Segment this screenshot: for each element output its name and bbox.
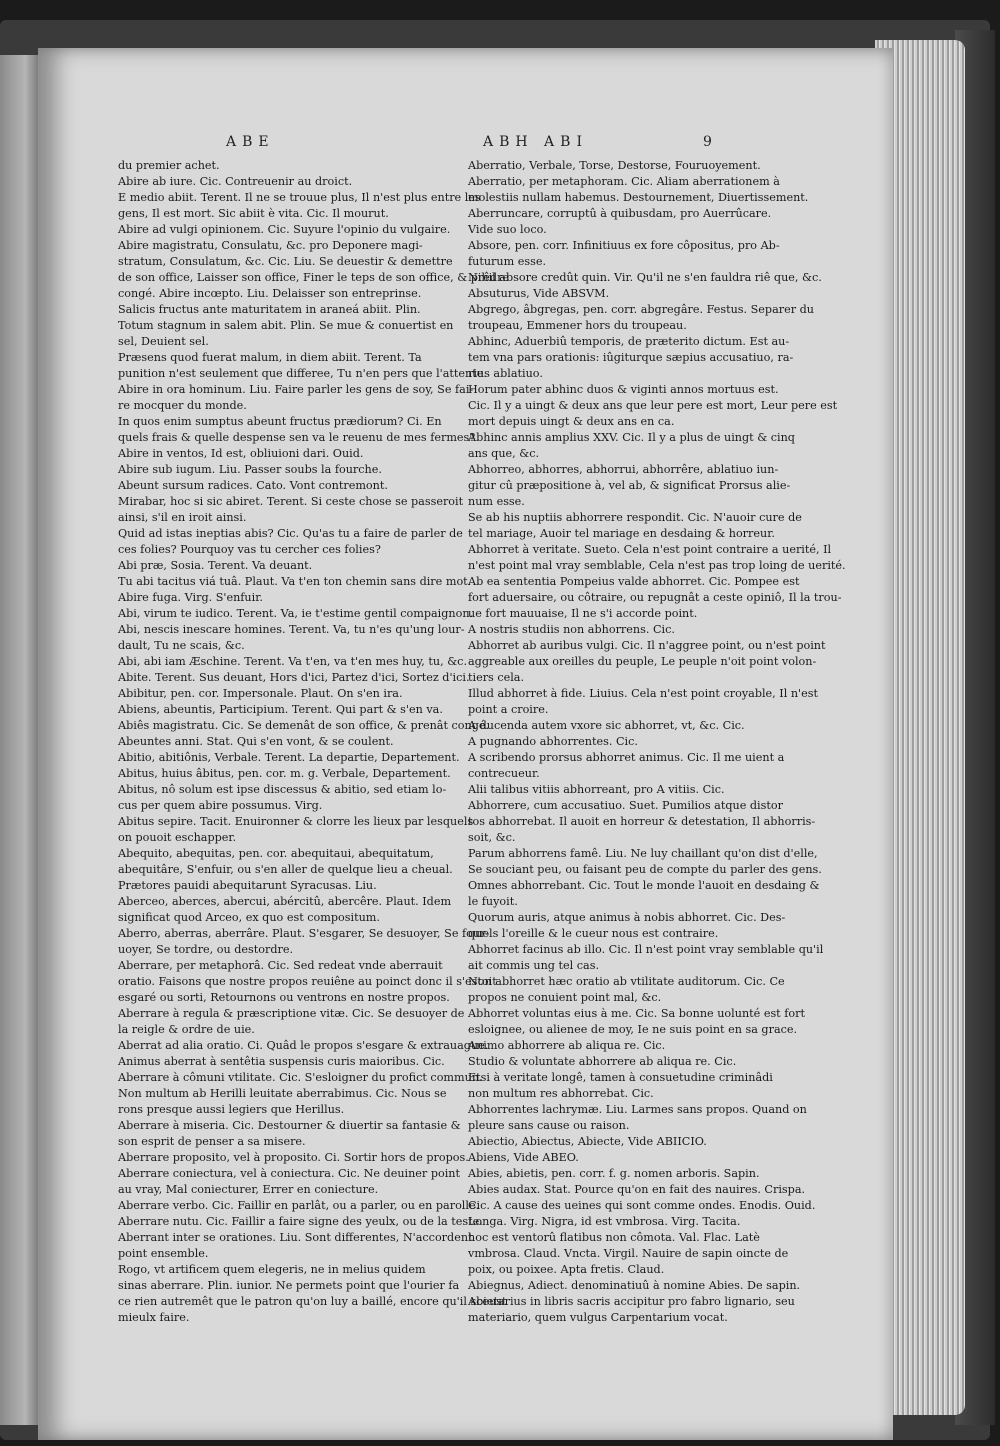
entry-line: Abiegnus, Adiect. denominatiuû à nomine Abies. De sapin.: [468, 1279, 801, 1292]
entry-line: Abhorret ab auribus vulgi. Cic. Il n'aggree point, ou n'est point: [468, 639, 826, 652]
entry-line: Abite. Terent. Sus deuant, Hors d'ici, Partez d'ici, Sortez d'ici.: [118, 671, 470, 684]
entry-line: Abire fuga. Virg. S'enfuir.: [118, 591, 263, 604]
entry-line: Abeunt sursum radices. Cato. Vont contremont.: [118, 479, 388, 492]
entry-line: Aberrare à miseria. Cic. Destourner & diuertir sa fantasie &: [118, 1119, 461, 1132]
entry-line: Cic. Il y a uingt & deux ans que leur pere est mort, Leur pere est: [468, 399, 838, 412]
entry-line: Aberceo, aberces, abercui, abércitû, abercêre. Plaut. Idem: [118, 895, 452, 908]
entry-line: Abi præ, Sosia. Terent. Va deuant.: [118, 559, 313, 572]
entry-line: esgaré ou sorti, Retournons ou ventrons en nostre propos.: [118, 991, 450, 1004]
entry-line: sel, Deuient sel.: [118, 335, 209, 348]
entry-line: ces folies? Pourquoy vas tu cercher ces folies?: [118, 543, 381, 556]
entry-line: quels frais & quelle despense sen va le reuenu de mes fermes?: [118, 431, 476, 444]
entry-line: Aberrare, per metaphorâ. Cic. Sed redeat vnde aberrauit: [118, 959, 443, 972]
entry-line: Abgrego, âbgregas, pen. corr. abgregâre. Festus. Separer du: [468, 303, 815, 316]
entry-line: Abietarius in libris sacris accipitur pro fabro lignario, seu: [468, 1295, 795, 1308]
entry-line: vmbrosa. Claud. Vncta. Virgil. Nauire de sapin oincte de: [468, 1247, 789, 1260]
entry-line: Abitus, nô solum est ipse discessus & abitio, sed etiam lo-: [118, 783, 447, 796]
right-column: [468, 158, 846, 1326]
entry-line: dault, Tu ne scais, &c.: [118, 639, 245, 652]
entry-line: stratum, Consulatum, &c. Cic. Liu. Se deuestir & demettre: [118, 255, 453, 268]
running-head-left: ABE: [226, 134, 275, 150]
entry-line: propos ne conuient point mal, &c.: [468, 991, 662, 1004]
facing-page-edge: [0, 55, 42, 1425]
entry-line: Parum abhorrens famê. Liu. Ne luy chaillant qu'on dist d'elle,: [468, 847, 818, 860]
entry-line: Vide suo loco.: [468, 223, 547, 236]
entry-line: Nihil absore credût quin. Vir. Qu'il ne s'en fauldra riê que, &c.: [468, 271, 822, 284]
entry-line: hoc est ventorû flatibus non cômota. Val. Flac. Latè: [468, 1231, 760, 1244]
entry-line: la reigle & ordre de uie.: [118, 1023, 255, 1036]
entry-line: In quos enim sumptus abeunt fructus prædiorum? Ci. En: [118, 415, 442, 428]
entry-line: Salicis fructus ante maturitatem in araneá abiit. Plin.: [118, 303, 421, 316]
entry-line: son esprit de penser a sa misere.: [118, 1135, 306, 1148]
entry-line: Quorum auris, atque animus à nobis abhorret. Cic. Des-: [468, 911, 786, 924]
entry-line: Se souciant peu, ou faisant peu de compte du parler des gens.: [468, 863, 822, 876]
entry-line: tem vna pars orationis: iûgiturque sæpius accusatiuo, ra-: [468, 351, 794, 364]
entry-line: Aberrare à regula & præscriptione vitæ. Cic. Se desuoyer de: [118, 1007, 465, 1020]
entry-line: Alii talibus vitiis abhorreant, pro A vitiis. Cic.: [468, 783, 725, 796]
entry-line: Abire ab iure. Cic. Contreuenir au droict.: [118, 175, 353, 188]
entry-line: de son office, Laisser son office, Finer le teps de son office, & prêdre: [118, 271, 510, 284]
entry-line: Aberrant inter se orationes. Liu. Sont differentes, N'accordent: [118, 1231, 473, 1244]
entry-line: molestiis nullam habemus. Destournement, Diuertissement.: [468, 191, 809, 204]
entry-line: Ab ea sententia Pompeius valde abhorret. Cic. Pompee est: [468, 575, 800, 588]
entry-line: congé. Abire incœpto. Liu. Delaisser son entreprinse.: [118, 287, 422, 300]
entry-line: rons presque aussi legiers que Herillus.: [118, 1103, 345, 1116]
entry-line: Aberrare nutu. Cic. Faillir a faire signe des yeulx, ou de la teste.: [118, 1215, 483, 1228]
entry-line: materiario, quem vulgus Carpentarium vocat.: [468, 1311, 728, 1324]
entry-line: ans que, &c.: [468, 447, 540, 460]
entry-line: Aberrare à cômuni vtilitate. Cic. S'esloigner du profict commun.: [118, 1071, 483, 1084]
entry-line: point a croire.: [468, 703, 549, 716]
entry-line: Abhorret voluntas eius à me. Cic. Sa bonne uolunté est fort: [468, 1007, 805, 1020]
entry-line: poix, ou poixee. Apta fretis. Claud.: [468, 1263, 665, 1276]
entry-line: re mocquer du monde.: [118, 399, 247, 412]
entry-line: le fuyoit.: [468, 895, 518, 908]
entry-line: au vray, Mal coniecturer, Errer en coniecture.: [118, 1183, 379, 1196]
entry-line: Totum stagnum in salem abit. Plin. Se mue & conuertist en: [118, 319, 454, 332]
entry-line: A pugnando abhorrentes. Cic.: [468, 735, 638, 748]
entry-line: Abiectio, Abiectus, Abiecte, Vide ABIICIO.: [468, 1135, 707, 1148]
entry-line: punition n'est seulement que differee, Tu n'en pers que l'attente.: [118, 367, 487, 380]
entry-line: num esse.: [468, 495, 525, 508]
entry-line: ue fort mauuaise, Il ne s'i accorde point.: [468, 607, 698, 620]
entry-line: Horum pater abhinc duos & viginti annos mortuus est.: [468, 383, 779, 396]
entry-line: mieulx faire.: [118, 1311, 190, 1324]
entry-line: Animus aberrat à sentêtia suspensis curis maioribus. Cic.: [118, 1055, 445, 1068]
entry-line: Abi, nescis inescare homines. Terent. Va, tu n'es qu'ung lour-: [118, 623, 465, 636]
entry-line: soit, &c.: [468, 831, 516, 844]
entry-line: Præsens quod fuerat malum, in diem abiit. Terent. Ta: [118, 351, 422, 364]
entry-line: Abhinc, Aduerbiû temporis, de præterito dictum. Est au-: [468, 335, 790, 348]
entry-line: Abhorret à veritate. Sueto. Cela n'est point contraire a uerité, Il: [468, 543, 832, 556]
entry-line: A scribendo prorsus abhorret animus. Cic. Il me uient a: [468, 751, 785, 764]
entry-line: point ensemble.: [118, 1247, 209, 1260]
entry-line: Abitus sepire. Tacit. Enuironner & clorre les lieux par lesquels: [118, 815, 474, 828]
entry-line: Rogo, vt artificem quem elegeris, ne in melius quidem: [118, 1263, 426, 1276]
entry-line: Cic. A cause des ueines qui sont comme ondes. Enodis. Ouid.: [468, 1199, 816, 1212]
entry-line: Abi, abi iam Æschine. Terent. Va t'en, va t'en mes huy, tu, &c.: [118, 655, 467, 668]
entry-line: Abiens, Vide ABEO.: [468, 1151, 579, 1164]
entry-line: Abeuntes anni. Stat. Qui s'en vont, & se coulent.: [118, 735, 394, 748]
entry-line: A nostris studiis non abhorrens. Cic.: [468, 623, 675, 636]
entry-line: cus per quem abire possumus. Virg.: [118, 799, 323, 812]
entry-line: aggreable aux oreilles du peuple, Le peuple n'oit point volon-: [468, 655, 817, 668]
entry-line: Abire magistratu, Consulatu, &c. pro Deponere magi-: [118, 239, 423, 252]
entry-line: gitur cû præpositione à, vel ab, & significat Prorsus alie-: [468, 479, 791, 492]
entry-line: n'est point mal vray semblable, Cela n'est pas trop loing de uerité.: [468, 559, 846, 572]
entry-line: Longa. Virg. Nigra, id est vmbrosa. Virg. Tacita.: [468, 1215, 741, 1228]
entry-line: Abire sub iugum. Liu. Passer soubs la fourche.: [118, 463, 382, 476]
entry-line: Aberro, aberras, aberrâre. Plaut. S'esgarer, Se desuoyer, Se four-: [118, 927, 490, 940]
entry-line: Abire ad vulgi opinionem. Cic. Suyure l'opinio du vulgaire.: [118, 223, 451, 236]
entry-line: Abi, virum te iudico. Terent. Va, ie t'estime gentil compaignon.: [118, 607, 474, 620]
entry-line: troupeau, Emmener hors du troupeau.: [468, 319, 687, 332]
entry-line: Non abhorret hæc oratio ab vtilitate auditorum. Cic. Ce: [468, 975, 785, 988]
entry-line: ainsi, s'il en iroit ainsi.: [118, 511, 247, 524]
entry-line: significat quod Arceo, ex quo est compositum.: [118, 911, 380, 924]
entry-line: Abhorrere, cum accusatiuo. Suet. Pumilios atque distor: [468, 799, 783, 812]
dictionary-page: [38, 48, 893, 1440]
entry-line: Abitus, huius âbitus, pen. cor. m. g. Verbale, Departement.: [118, 767, 451, 780]
entry-line: Abequito, abequitas, pen. cor. abequitaui, abequitatum,: [118, 847, 434, 860]
entry-line: Abies, abietis, pen. corr. f. g. nomen arboris. Sapin.: [468, 1167, 760, 1180]
entry-line: futurum esse.: [468, 255, 547, 268]
entry-line: Mirabar, hoc si sic abiret. Terent. Si ceste chose se passeroit: [118, 495, 464, 508]
entry-line: Etsi à veritate longê, tamen à consuetudine criminâdi: [468, 1071, 773, 1084]
entry-line: oratio. Faisons que nostre propos reuiêne au poinct donc il s'estoit: [118, 975, 497, 988]
entry-line: Aberrare coniectura, vel à coniectura. Cic. Ne deuiner point: [118, 1167, 461, 1180]
entry-line: rius ablatiuo.: [468, 367, 543, 380]
entry-line: Se ab his nuptiis abhorrere respondit. Cic. N'auoir cure de: [468, 511, 802, 524]
entry-line: Aberratio, Verbale, Torse, Destorse, Fouruoyement.: [468, 159, 761, 172]
entry-line: Abiês magistratu. Cic. Se demenât de son office, & prenât congé.: [118, 719, 490, 732]
entry-line: Aberratio, per metaphoram. Cic. Aliam aberrationem à: [468, 175, 780, 188]
entry-line: uoyer, Se tordre, ou destordre.: [118, 943, 294, 956]
entry-line: abequitâre, S'enfuir, ou s'en aller de quelque lieu a cheual.: [118, 863, 453, 876]
entry-line: sinas aberrare. Plin. iunior. Ne permets point que l'ourier fa: [118, 1279, 460, 1292]
entry-line: quels l'oreille & le cueur nous est contraire.: [468, 927, 719, 940]
entry-line: du premier achet.: [118, 159, 220, 172]
entry-line: ce rien autremêt que le patron qu'on luy a baillé, encore qu'il sceust: [118, 1295, 507, 1308]
entry-line: Quid ad istas ineptias abis? Cic. Qu'as tu a faire de parler de: [118, 527, 463, 540]
entry-line: Non multum ab Herilli leuitate aberrabimus. Cic. Nous se: [118, 1087, 447, 1100]
entry-line: mort depuis uingt & deux ans en ca.: [468, 415, 675, 428]
entry-line: Omnes abhorrebant. Cic. Tout le monde l'auoit en desdaing &: [468, 879, 820, 892]
entry-line: Aberrare verbo. Cic. Faillir en parlât, ou a parler, ou en parolle.: [118, 1199, 480, 1212]
entry-line: tiers cela.: [468, 671, 525, 684]
entry-line: Abitio, abitiônis, Verbale. Terent. La departie, Departement.: [118, 751, 460, 764]
entry-line: contrecueur.: [468, 767, 540, 780]
entry-line: Abies audax. Stat. Pource qu'on en fait des nauires. Crispa.: [468, 1183, 806, 1196]
entry-line: A ducenda autem vxore sic abhorret, vt, &c. Cic.: [468, 719, 745, 732]
entry-line: Aberrare proposito, vel à proposito. Ci. Sortir hors de propos.: [118, 1151, 469, 1164]
entry-line: Abhorreo, abhorres, abhorrui, abhorrêre, ablatiuo iun-: [468, 463, 779, 476]
entry-line: esloignee, ou alienee de moy, Ie ne suis point en sa grace.: [468, 1023, 798, 1036]
entry-line: ait commis ung tel cas.: [468, 959, 600, 972]
entry-line: Aberruncare, corruptû à quibusdam, pro Auerrûcare.: [468, 207, 772, 220]
entry-line: tos abhorrebat. Il auoit en horreur & detestation, Il abhorris-: [468, 815, 816, 828]
page-number: 9: [703, 134, 712, 150]
entry-line: Abibitur, pen. cor. Impersonale. Plaut. On s'en ira.: [118, 687, 403, 700]
entry-line: Studio & voluntate abhorrere ab aliqua re. Cic.: [468, 1055, 737, 1068]
entry-line: E medio abiit. Terent. Il ne se trouue plus, Il n'est plus entre les: [118, 191, 481, 204]
entry-line: Abhorrentes lachrymæ. Liu. Larmes sans propos. Quand on: [468, 1103, 807, 1116]
entry-line: Abire in ora hominum. Liu. Faire parler les gens de soy, Se fai-: [118, 383, 474, 396]
entry-line: non multum res abhorrebat. Cic.: [468, 1087, 654, 1100]
entry-line: Abhinc annis amplius XXV. Cic. Il y a plus de uingt & cinq: [468, 431, 795, 444]
running-head-right: ABH ABI: [483, 134, 588, 150]
entry-line: on pouoit eschapper.: [118, 831, 237, 844]
entry-line: Animo abhorrere ab aliqua re. Cic.: [468, 1039, 666, 1052]
entry-line: pleure sans cause ou raison.: [468, 1119, 630, 1132]
entry-line: Absuturus, Vide ABSVM.: [468, 287, 610, 300]
entry-line: gens, Il est mort. Sic abiit è vita. Cic. Il mourut.: [118, 207, 389, 220]
entry-line: Abiens, abeuntis, Participium. Terent. Qui part & s'en va.: [118, 703, 443, 716]
entry-line: Abire in ventos, Id est, obliuioni dari. Ouid.: [118, 447, 364, 460]
entry-line: Illud abhorret à fide. Liuius. Cela n'est point croyable, Il n'est: [468, 687, 818, 700]
entry-line: Prætores pauidi abequitarunt Syracusas. Liu.: [118, 879, 377, 892]
entry-line: Aberrat ad alia oratio. Ci. Quâd le propos s'esgare & extrauague.: [118, 1039, 489, 1052]
entry-line: Tu abi tacitus viá tuâ. Plaut. Va t'en ton chemin sans dire mot.: [118, 575, 472, 588]
entry-line: Absore, pen. corr. Infinitiuus ex fore côpositus, pro Ab-: [468, 239, 780, 252]
entry-line: Abhorret facinus ab illo. Cic. Il n'est point vray semblable qu'il: [468, 943, 824, 956]
entry-line: fort aduersaire, ou côtraire, ou repugnât a ceste opiniô, Il la trou-: [468, 591, 842, 604]
entry-line: tel mariage, Auoir tel mariage en desdaing & horreur.: [468, 527, 775, 540]
